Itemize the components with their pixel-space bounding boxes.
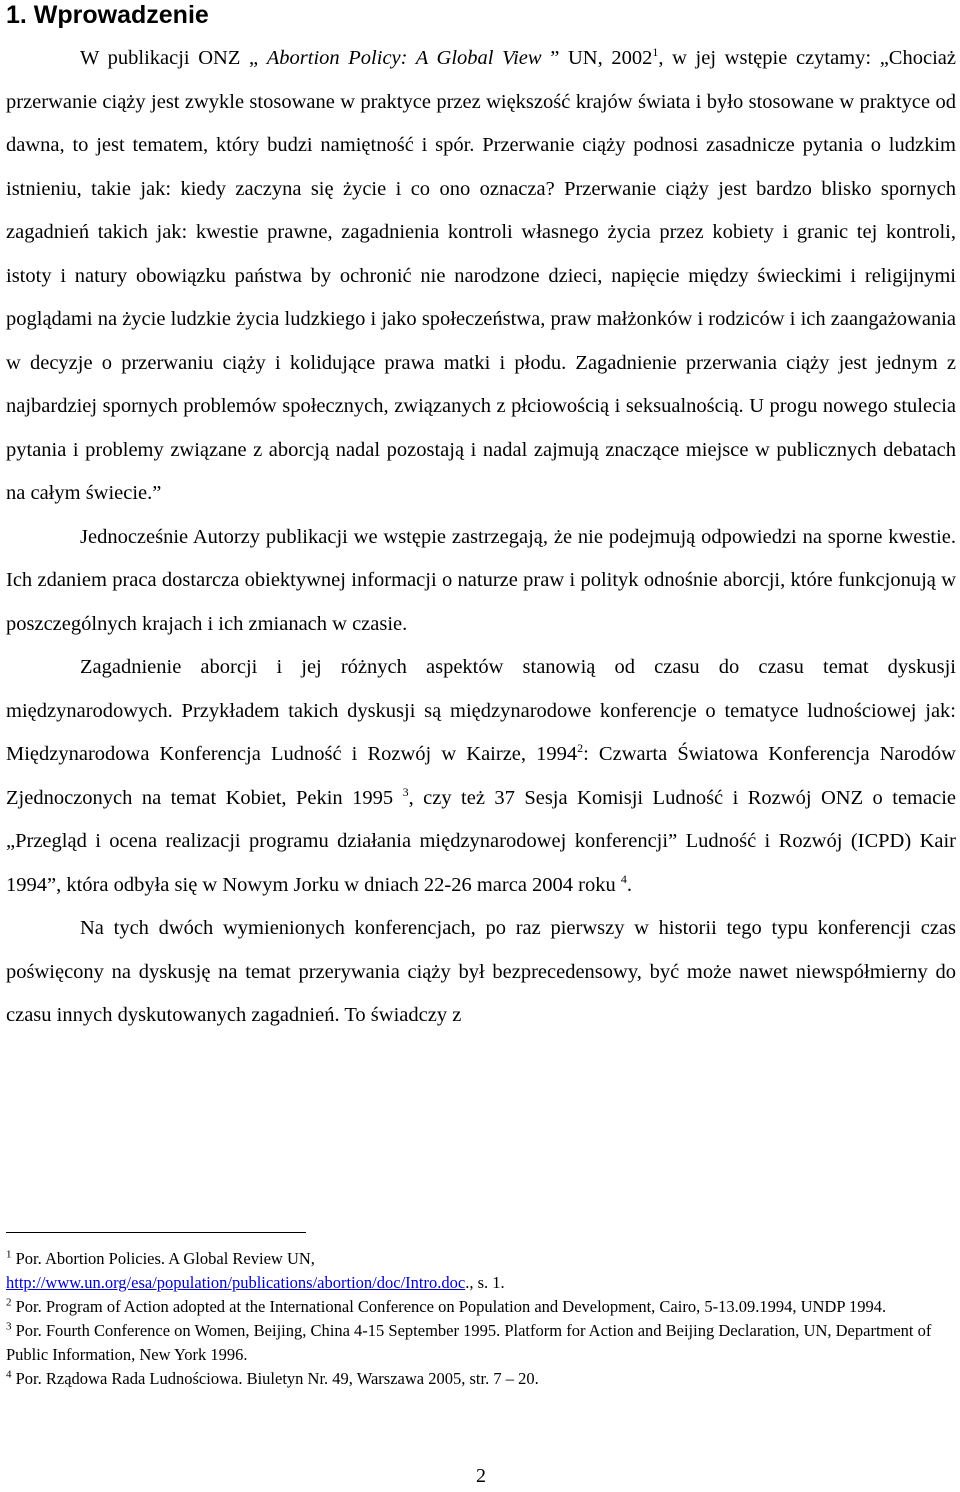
footnote-ref-2[interactable]: 2 [577,741,584,756]
footnote-number: 4 [6,1368,12,1381]
body-text [6,37,956,1038]
footnote-text: Por. Rządowa Rada Ludnościowa. Biuletyn Nr. 49, Warszawa 2005, str. 7 – 20. [11,1369,539,1388]
footnote-1 [6,1247,956,1295]
footnote-text: ., s. 1. [465,1273,505,1292]
footnote-number: 2 [6,1296,12,1309]
footnote-separator [6,1232,306,1233]
paragraph-text: Zagadnienie aborcji i jej różnych aspektów stanowią od czasu do czasu temat dyskusji międzynarodowych. Przykładem takich dyskusji są międzynarodowe konferencje o tematyce ludnościowej jak: Międzynarodowa Konferencja Ludność i Rozwój w Kairze, 1994 [6,656,956,765]
publication-title: Abortion Policy: A Global View [266,47,542,69]
footnote-ref-3[interactable]: 3 [402,784,409,799]
paragraph-3 [6,646,956,907]
footnote-2 [6,1295,956,1319]
paragraph-text: ” UN, 2002 [541,47,653,69]
page-number: 2 [476,1465,486,1487]
paragraph-1 [6,37,956,516]
paragraph-text: , czy też 37 Sesja Komisji Ludność i Rozwój ONZ o temacie „Przegląd i ocena realizacji programu działania międzynarodowej konferencji” Ludność i Rozwój (ICPD) Kair 1994”, która odbyła się w Nowym Jorku w dniach 22-26 marca 2004 roku [6,786,956,896]
footnote-3 [6,1319,956,1367]
footnote-number: 1 [6,1248,12,1261]
footnote-ref-4[interactable]: 4 [620,871,627,886]
footnote-text: Por. Program of Action adopted at the International Conference on Population and Development, Cairo, 5-13.09.1994, UNDP 1994. [11,1297,887,1316]
footnotes [6,1247,956,1391]
paragraph-text: . [626,873,632,896]
paragraph-text: , w jej wstępie czytamy: „Chociaż przerwanie ciąży jest zwykle stosowane w praktyce przez większość krajów świata i było stosowane w praktyce od dawna, to jest tematem, który budzi namiętność i spór. Przerwanie ciąży podnosi zasadnicze pytania o ludzkim istnieniu, takie jak: kiedy zaczyna się życie i co ono oznacza? Przerwanie ciąży jest bardzo blisko spornych zagadnień takich jak: kwestie prawne, zagadnienia kontroli własnego życia przez kobiety i granic tej kontroli, istoty i natury obowiązku państwa by ochronić nie narodzone dzieci, napięcie między świeckimi i religijnymi poglądami na życie ludzkie życia ludzkiego i jako społeczeństwa, praw małżonków i rodziców i ich zaangażowania w decyzje o przerwaniu ciąży i kolidujące prawa matki i płodu. Zagadnienie przerwania ciąży jest jednym z najbardziej spornych problemów społecznych, związanych z płciowością i seksualnością. U progu nowego stulecia pytania i problemy związane z aborcją nadal pozostają i nadal zajmują znaczące miejsce w publicznych debatach na całym świecie.” [6,47,956,504]
paragraph-2: Jednocześnie Autorzy publikacji we wstępie zastrzegają, że nie podejmują odpowiedzi na sporne kwestie. Ich zdaniem praca dostarcza obiektywnej informacji o naturze praw i polityk odnośnie aborcji, które funkcjonują w poszczególnych krajach i ich zmianach w czasie. [6,525,956,635]
footnote-number: 3 [6,1320,12,1333]
paragraph-text: : Czwarta Światowa Konferencja Narodów Zjednoczonych na temat Kobiet, Pekin 1995 [6,743,956,809]
paragraph-4: Na tych dwóch wymienionych konferencjach, po raz pierwszy w historii tego typu konferencji czas poświęcony na dyskusję na temat przerywania ciąży był bezprecedensowy, być może nawet niewspółmierny do czasu innych dyskutowanych zagadnień. To świadczy z [6,917,956,1026]
footnote-text: Por. Abortion Policies. A Global Review UN, [11,1249,315,1268]
footnote-text: Por. Fourth Conference on Women, Beijing, China 4-15 September 1995. Platform for Action and Beijing Declaration, UN, Department of Public Information, New York 1996. [6,1321,932,1364]
section-heading: 1. Wprowadzenie [6,1,209,29]
paragraph-text: W publikacji ONZ „ [80,47,267,69]
footnote-4 [6,1367,956,1391]
footnote-link[interactable]: http://www.un.org/esa/population/publications/abortion/doc/Intro.doc [6,1273,466,1292]
footnote-ref-1[interactable]: 1 [652,45,659,60]
